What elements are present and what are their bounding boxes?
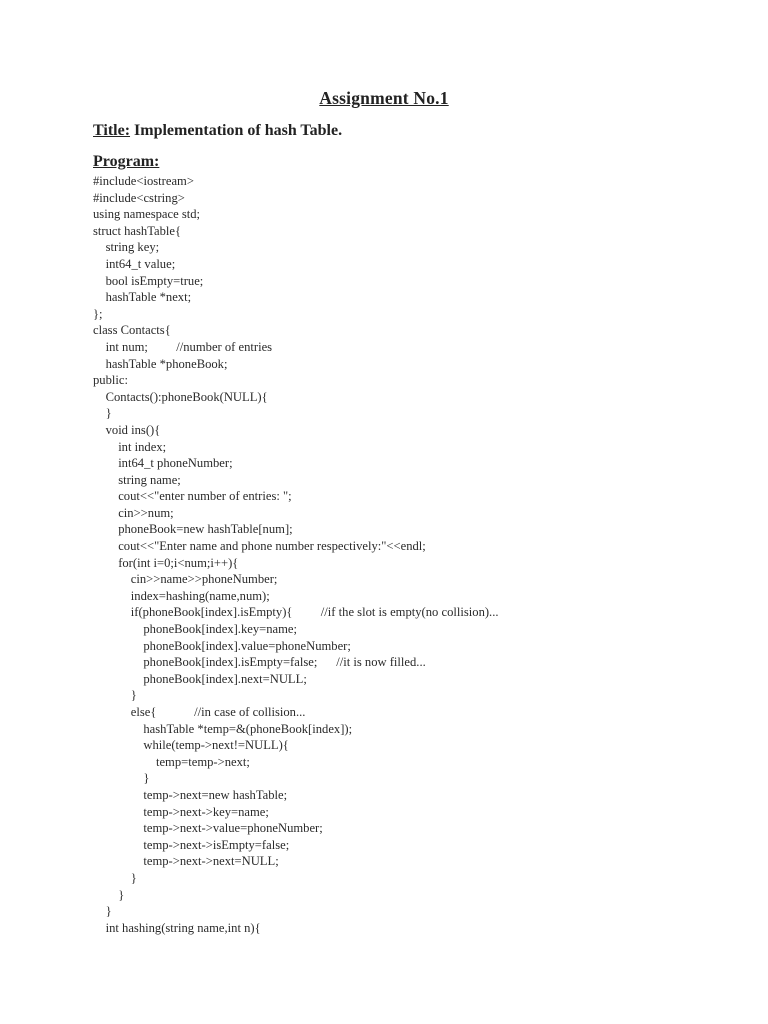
code-line: using namespace std; xyxy=(93,207,201,222)
code-line: phoneBook[index].isEmpty=false; //it is now filled... xyxy=(93,655,426,670)
code-line: temp->next->isEmpty=false; xyxy=(93,837,290,852)
code-line: cout<<"Enter name and phone number respectively:"<<endl; xyxy=(93,539,426,554)
code-line: phoneBook[index].next=NULL; xyxy=(93,671,307,686)
code-line: } xyxy=(93,406,112,421)
assignment-title: Assignment No.1 xyxy=(319,88,449,108)
code-line: cout<<"enter number of entries: "; xyxy=(93,489,292,504)
code-line: phoneBook=new hashTable[num]; xyxy=(93,522,293,537)
code-line: else{ //in case of collision... xyxy=(93,705,306,719)
code-line: temp->next->value=phoneNumber; xyxy=(93,821,323,836)
code-line: string key; xyxy=(93,240,160,255)
code-line: int hashing(string name,int n){ xyxy=(93,920,261,935)
code-line: } xyxy=(93,904,112,919)
code-line: class Contacts{ xyxy=(93,323,171,338)
code-line: for(int i=0;i<num;i++){ xyxy=(93,555,239,570)
program-heading: Program: xyxy=(93,153,160,170)
code-line: phoneBook[index].key=name; xyxy=(93,622,298,637)
code-line: Contacts():phoneBook(NULL){ xyxy=(93,389,268,404)
code-line: hashTable *next; xyxy=(93,290,192,305)
code-line: public: xyxy=(93,373,128,388)
code-line: } xyxy=(93,688,137,703)
code-line: #include<iostream> xyxy=(93,174,194,188)
code-line: hashTable *temp=&(phoneBook[index]); xyxy=(93,721,353,736)
code-line: int64_t value; xyxy=(93,256,176,271)
code-line: cin>>num; xyxy=(93,505,174,520)
code-line: #include<cstring> xyxy=(93,190,185,205)
code-line: bool isEmpty=true; xyxy=(93,273,204,288)
code-line: cin>>name>>phoneNumber; xyxy=(93,572,278,587)
code-line: temp->next->next=NULL; xyxy=(93,854,279,869)
code-line: int num; //number of entries xyxy=(93,339,273,354)
code-line: int64_t phoneNumber; xyxy=(93,456,233,471)
code-line: } xyxy=(93,870,137,885)
title-text: Implementation of hash Table. xyxy=(130,122,343,139)
title-label: Title: xyxy=(93,122,131,139)
code-line: phoneBook[index].value=phoneNumber; xyxy=(93,638,351,653)
code-line: struct hashTable{ xyxy=(93,223,182,238)
code-line: string name; xyxy=(93,472,181,487)
code-line: temp=temp->next; xyxy=(93,754,250,769)
title-line xyxy=(93,122,342,140)
code-line: int index; xyxy=(93,439,167,454)
code-line: hashTable *phoneBook; xyxy=(93,356,228,371)
code-listing xyxy=(93,173,499,936)
code-line: if(phoneBook[index].isEmpty){ //if the slot is empty(no collision)... xyxy=(93,605,499,620)
code-line: void ins(){ xyxy=(93,422,161,437)
code-line: index=hashing(name,num); xyxy=(93,588,270,603)
code-line: } xyxy=(93,887,125,902)
code-line: while(temp->next!=NULL){ xyxy=(93,738,289,753)
code-line: temp->next->key=name; xyxy=(93,804,269,819)
code-line: } xyxy=(93,771,150,786)
code-line: temp->next=new hashTable; xyxy=(93,787,288,802)
code-line: }; xyxy=(93,306,103,321)
